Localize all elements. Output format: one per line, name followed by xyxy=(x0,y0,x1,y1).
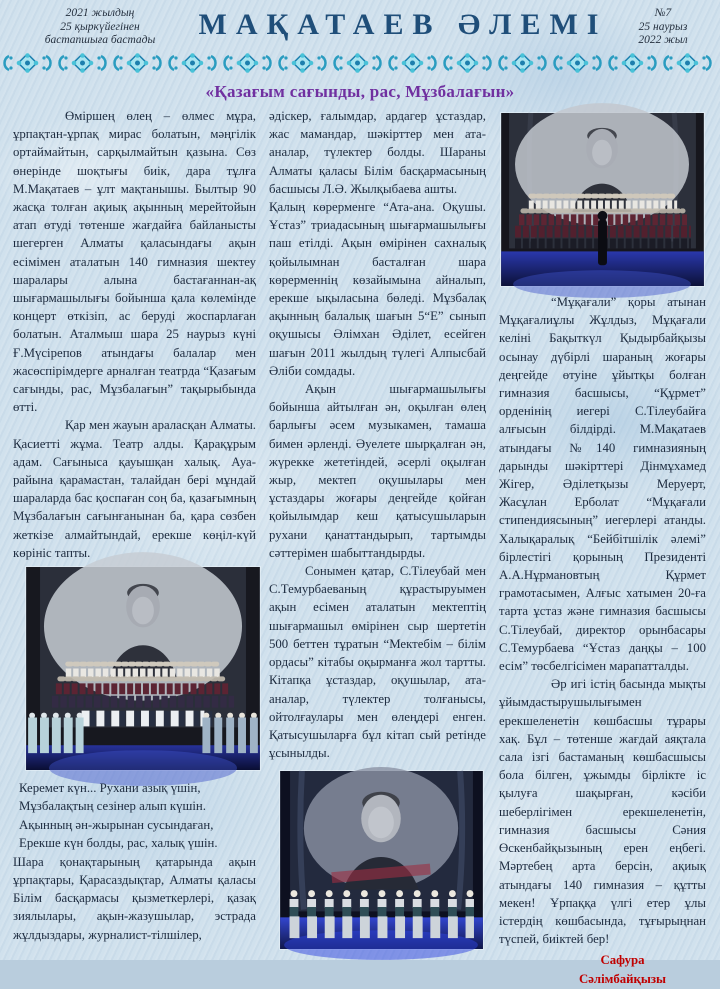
column-2 xyxy=(269,107,486,950)
traditional-dress-performers-photo xyxy=(279,770,484,950)
poem-line: Керемет күн... Рухани азық үшін, xyxy=(19,781,201,796)
column-3 xyxy=(499,107,706,989)
photo-middle-figure xyxy=(269,770,486,950)
founding-date-block xyxy=(14,5,186,48)
poem-line: Ақынның ән-жырынан сусындаған, xyxy=(19,817,214,832)
article-paragraph: Шара қонақтарының қатарында ақын ұрпақтары, Қарасаздықтар, Алматы қаласы Білім басқармасы қызметкерлері, қазақ зиялылары, ақын-жазушылар, эстрада жұлдыздары, журналист-тілшілер, xyxy=(13,854,256,942)
issue-date: 25 наурыз xyxy=(638,20,688,33)
poem-line: Ерекше күн болды, рас, халық үшін. xyxy=(19,836,218,851)
founding-date-line: 25 қыркүйегінен xyxy=(60,20,140,33)
choir-with-conductor-photo xyxy=(500,112,705,287)
author-signature xyxy=(499,951,706,989)
article-paragraph: Қалың көрерменге “Ата-ана. Оқушы. Ұстаз” триадасының шығармашылығы паш етілді. Ақын өмірінен сахналық қойылымнан басталған шара көрерменнің көзайымына айналып, ерекше ықыласына бөледі. Мұзбалақ ақынның балалық шағын 5“Е” сынып оқушысы Әлімхан Әділет, есейген шағын 2011 жылдың түлегі Алпысбай Әліби сомдады. xyxy=(269,200,486,378)
poem-block xyxy=(13,779,256,853)
photo-left-figure xyxy=(13,566,256,771)
article-paragraph: Ақын шығармашылығы бойынша айтылған ән, оқылған өлең барлығы әсем музыкамен, тамаша бимен әрленді. Әуелете шырқалған ән, жүрекке жететіндей, әсерлі оқылған жыр, мектеп оқушылары мен ұстаздары жоғары деңгейде қойған қойылымдар кеш қатысушыларын рухани қанаттандырып, тартымды сәттерімен шабыттандырды. xyxy=(269,382,486,560)
article-paragraph: “Мұқағали” қоры атынан Мұқағалиұлы Жұлдыз, Мұқағали келіні Бақыткүл Қыдырбайқызы осынау дүбірлі шараның жоғары деңгейде өтуіне ұйытқы болған гимназия басшысы, “Құрмет” орденінің иегері С.Тілеубайға алғысын білдірді. М.Мақатаев атындағы №140 гимназияның дарынды шәкірттері Дінмұхамед Жігер, Әділетқызы Меруерт, Жасұлан Ерболат “Мұқағали стипендиясының” иегерлері атанды. Халықаралық “Бейбітшілік әлемі” бірлестігі қорының Президенті А.А.Нұрмановтың Құрмет грамотасымен, Алғыс хатымен 20-ға тарта ұстаз және гимназия басшысы С.Тілеубай, директор орынбасары С.Темурбаева “Ұстаз даңқы – 100 есім” төсбелгісімен марапатталды. xyxy=(499,295,706,674)
newspaper-title: МАҚАТАЕВ ӘЛЕМІ xyxy=(198,8,608,41)
article-paragraph: Қар мен жауын араласқан Алматы. Қасиетті жұма. Театр алды. Қарақұрым адам. Сағыныса қауышқан халық. Ауа-райына қарамастан, талайдан бері мұндай шараларда бас қоспаған соң ба, қазағымның Мұзбалағын сағынғанынан ба, қара сөзбен жеткізе алмайтындай, ерекше көңіл-күй көрініс тапты. xyxy=(13,418,256,560)
photo-right-figure xyxy=(499,112,706,287)
issue-info-block xyxy=(620,5,706,48)
author-last-name: Сәлімбайқызы xyxy=(578,972,667,987)
founding-date-line: 2021 жылдың xyxy=(65,7,135,19)
article-headline: «Қазағым сағынды, рас, Мұзбалағын» xyxy=(205,82,515,101)
article-paragraph: Әр игі істің басында мықты ұйымдастырушылығымен ерекшеленетін көшбасшы тұрары хақ. Бұл – төтенше жағдай аяқтала сала ізгі бастаманың көшбасшысы бола білген, ұжымды бірлікте іс қылуға шақырған, кәсіби шеберлігімен ерекшеленетін, гимназия басшысы Сәния Өскенбайқызының ерен еңбегі. Мәртебең арта берсін, ақиық атындағы 140 гимназия – құтты мекен! Ұрпаққа үлгі етер ұлы істердің көшбасында, тұғырыңнан түспей, биіктей бер! xyxy=(499,677,706,947)
article-paragraph: Сонымен қатар, С.Тілеубай мен С.Темурбаеваның құрастыруымен ақын есімен аталатын мектептің шығармашыл өмірінен сыр шертетін 500 беттен тұратын “Мектебім – білім ордасы” кітабы оқырманға жол тартты. Кітапқа ұстаздар, оқушылар, ата-аналар, түлектер толғанысы, ойтолғаулары мен өлеңдері енген. Қатысушыларға бұл кітап сый ретінде ұсынылды. xyxy=(269,564,486,761)
article-paragraph: әдіскер, ғалымдар, ардагер ұстаздар, жас мамандар, шәкірттер мен ата-аналар, түлектер болды. Шараны Алматы қаласы Білім басқармасының басшысы Л.Ә. Жылқыбаева ашты. xyxy=(269,109,486,196)
article-columns xyxy=(0,107,720,989)
issue-year: 2022 жыл xyxy=(638,34,688,46)
stage-ensemble-photo xyxy=(25,566,261,771)
article-paragraph: Өміршең өлең – өлмес мұра, ұрпақтан-ұрпақ мирас болатын, мәңгілік ортаймайтын, сарқылмайтын қазына. Сөз өнерінде шоқтығы биік, дара тұлға М.Мақатаев – ұлт мақтанышы. Былтыр 90 жасқа толған ақиық ақынның мерейтойын атап өтуді төтенше жағдайға байланысты шегерген Алматы қаласындағы ақын есімімен аталатын 140 гимназия шектеу шаралары алына бастағаннан-ақ шығармашылығы бойынша қала көлемінде концерт өткізіп, ас беруді жоспарлаған болатын. Аталмыш шара 25 наурыз күні Ғ.Мүсірепов атындағы балалар мен жасөспірімдерге арналған театрда “Қазағым сағынды, рас, Мұзбалағын” тақырыбында өтті. xyxy=(13,109,256,415)
issue-number: №7 xyxy=(654,7,672,19)
masthead xyxy=(0,0,720,51)
poem-line: Мұзбалақтың сезінер алып күшін. xyxy=(19,799,206,814)
founding-date-line: бастапшыға бастады xyxy=(44,34,156,46)
kazakh-ornament-border xyxy=(0,52,720,74)
column-1 xyxy=(13,107,256,944)
author-first-name: Сафура xyxy=(600,953,645,968)
